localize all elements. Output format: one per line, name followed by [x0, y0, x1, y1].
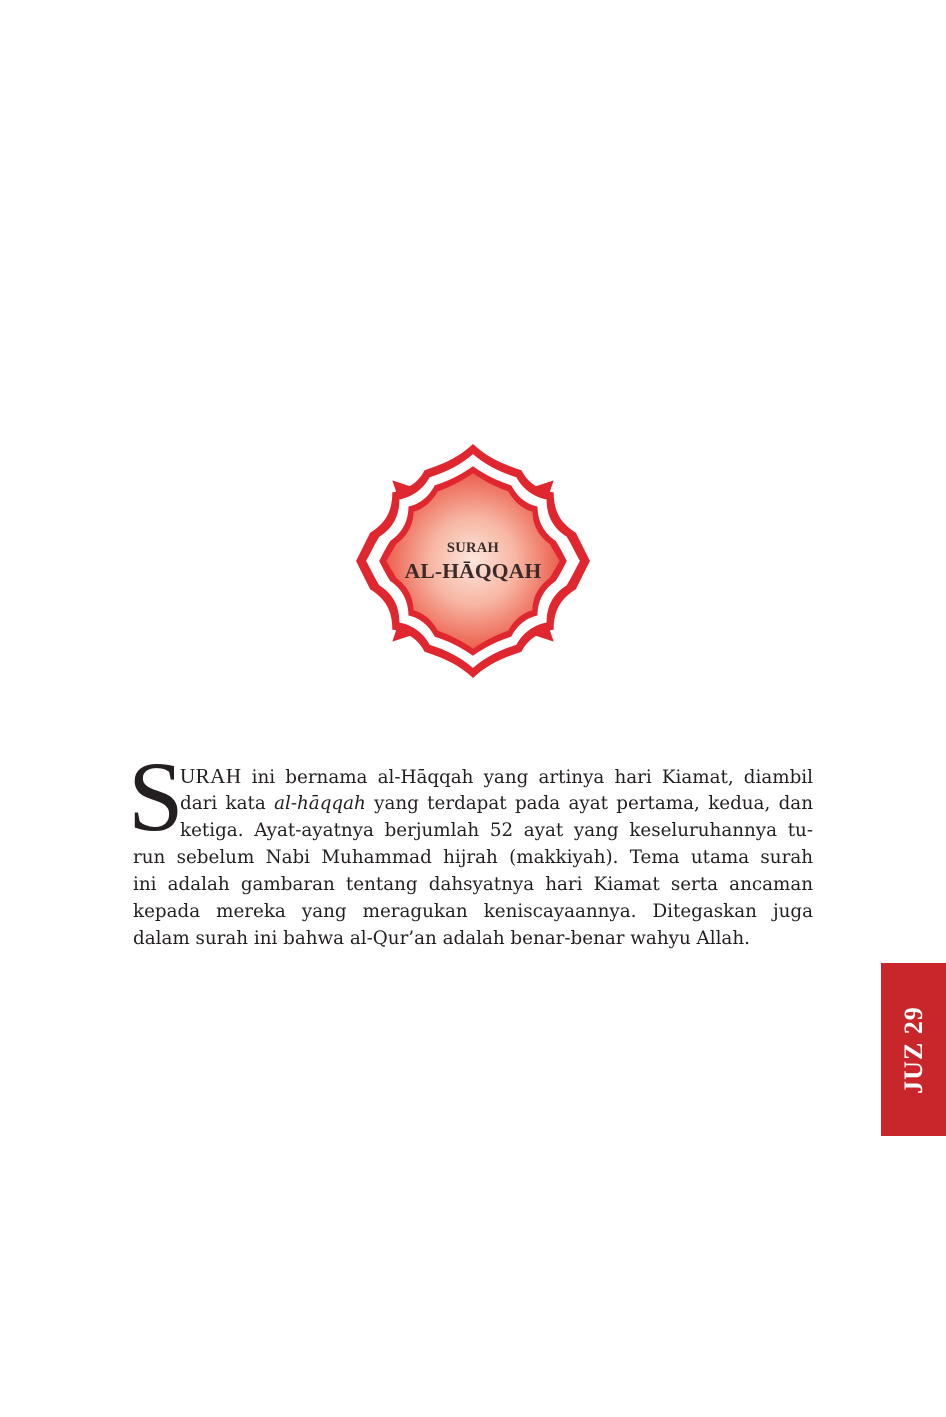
text-line: run sebelum Nabi Muhammad hijrah (makkiyah). Tema utama surah — [133, 847, 813, 868]
juz-tab — [881, 963, 946, 1136]
lead-word: URAH — [180, 764, 242, 788]
text-line: dalam surah ini bahwa al-Qur’an adalah benar-benar wahyu Allah. — [133, 928, 750, 949]
surah-label: SURAH — [446, 540, 500, 556]
text-line: URAH ini bernama al-Hāqqah yang artinya hari Kiamat, diambil — [180, 764, 813, 788]
surah-title: AL-HĀQQAH — [404, 559, 542, 583]
drop-cap: S — [128, 741, 184, 852]
text-line: ini adalah gambaran tentang dahsyatnya hari Kiamat serta ancaman — [133, 874, 813, 895]
text-line: ketiga. Ayat-ayatnya berjumlah 52 ayat yang keseluruhannya tu- — [180, 820, 813, 841]
intro-paragraph — [133, 763, 813, 952]
text-line: kepada mereka yang meragukan keniscayaannya. Ditegaskan juga — [133, 901, 813, 922]
juz-label: JUZ 29 — [898, 1005, 928, 1094]
text-line: dari kata al-hāqqah yang terdapat pada ayat pertama, kedua, dan — [180, 793, 813, 814]
italic-term: al-hāqqah — [274, 793, 366, 814]
